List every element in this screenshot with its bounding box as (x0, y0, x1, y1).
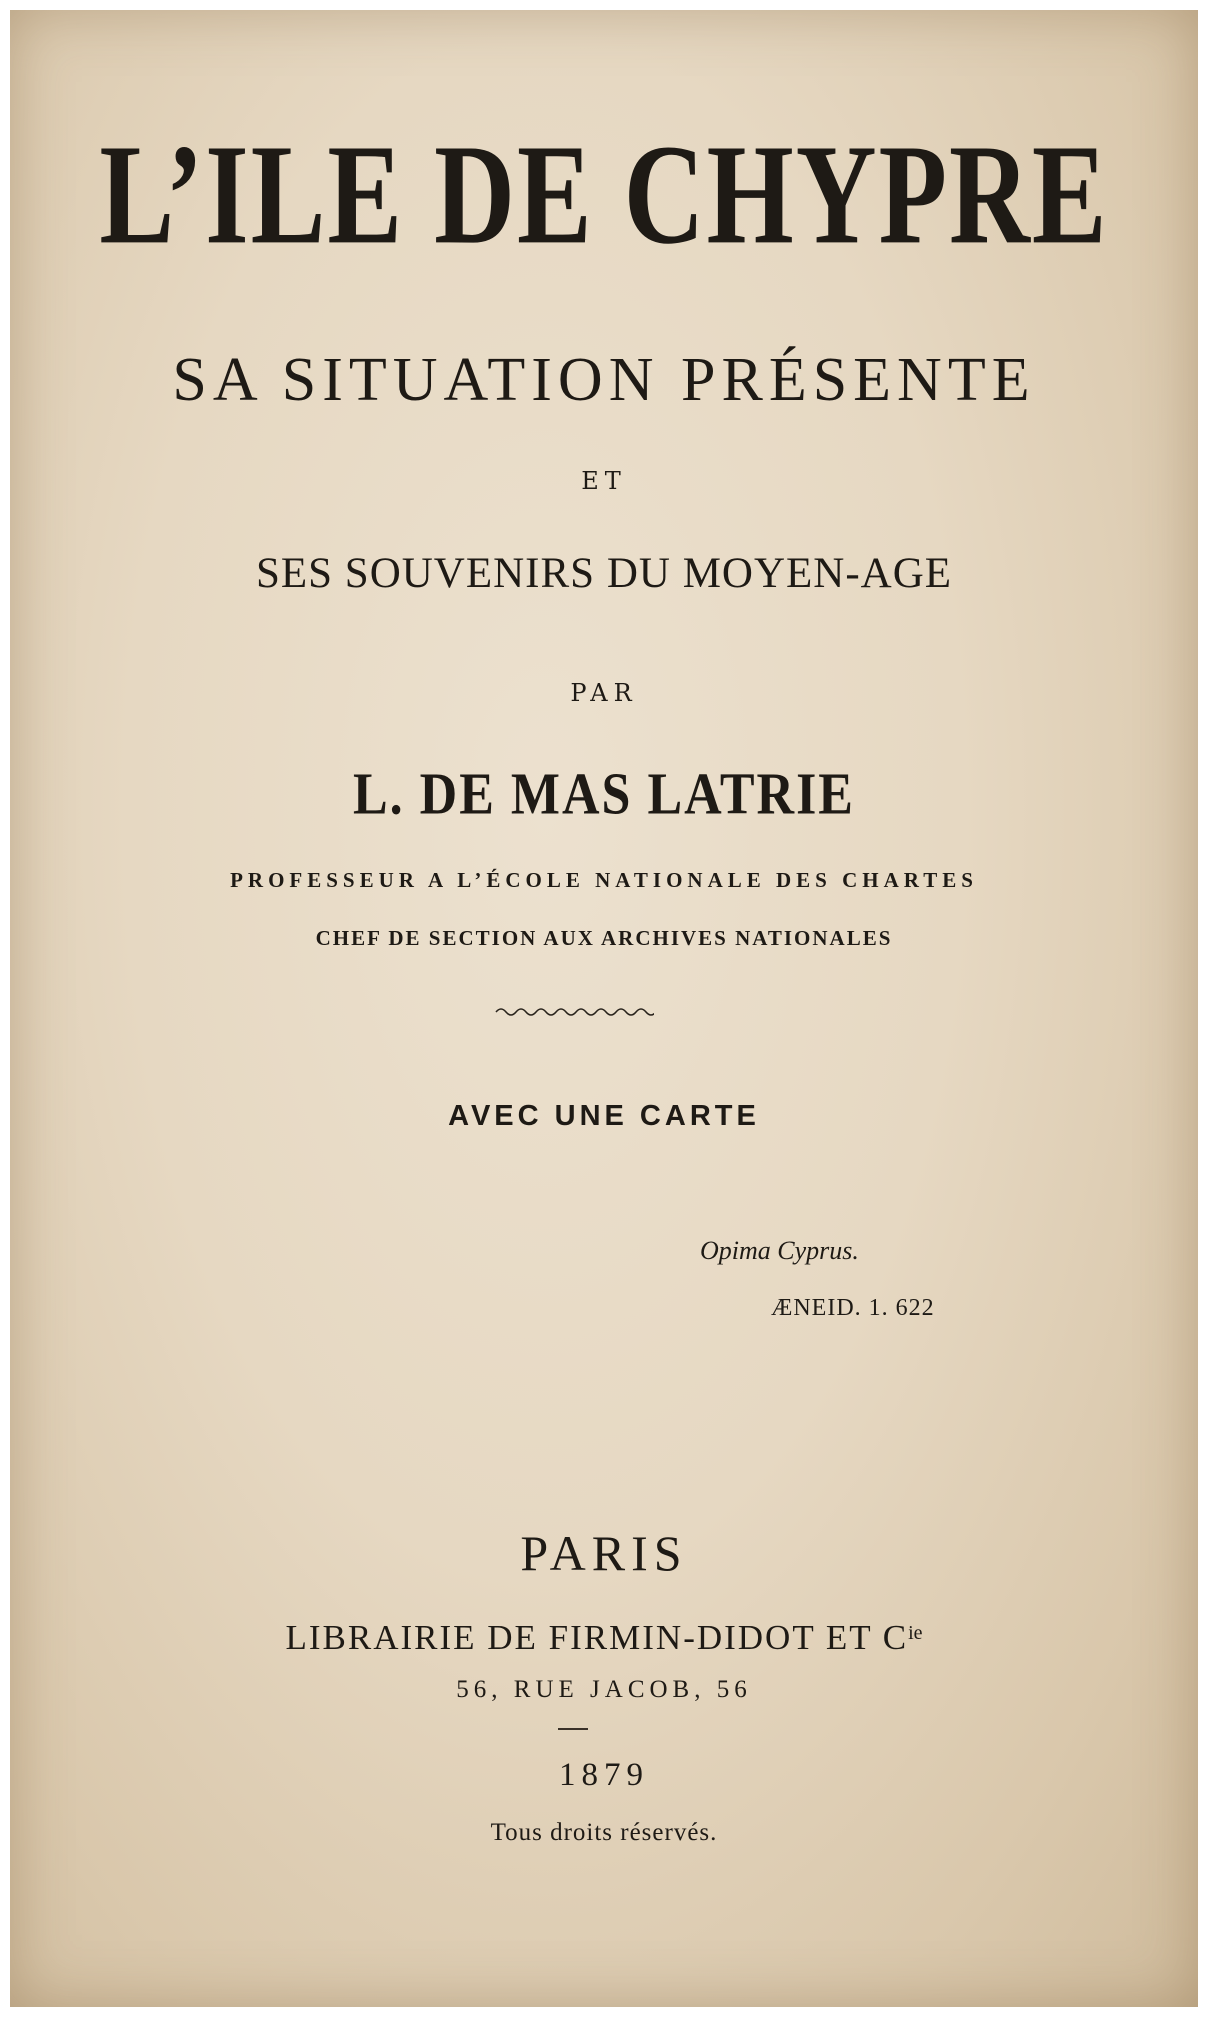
ornament-squiggle (494, 1004, 654, 1020)
title-page (10, 10, 1198, 2007)
divider-rule (558, 1728, 588, 1730)
book-subtitle-2: SES SOUVENIRS DU MOYEN-AGE (255, 550, 953, 597)
book-title: L’ILE DE CHYPRE (99, 115, 1109, 275)
author-role-1: PROFESSEUR A L’ÉCOLE NATIONALE DES CHARTES (230, 868, 978, 892)
imprint-year: 1879 (559, 1757, 649, 1793)
map-note: AVEC UNE CARTE (448, 1100, 760, 1132)
epigraph-quote: Opima Cyprus. (700, 1236, 859, 1265)
author-name: L. DE MAS LATRIE (352, 761, 855, 828)
publisher-name: LIBRAIRIE DE FIRMIN-DIDOT ET C (285, 1618, 909, 1657)
imprint-city: PARIS (520, 1525, 688, 1581)
conjunction-text: ET (581, 467, 627, 495)
epigraph-source: ÆNEID. 1. 622 (771, 1295, 935, 1321)
by-text: PAR (570, 679, 638, 707)
publisher-superscript: ie (908, 1622, 923, 1644)
rights-notice: Tous droits réservés. (490, 1819, 718, 1846)
book-subtitle: SA SITUATION PRÉSENTE (172, 346, 1036, 414)
author-role-2: CHEF DE SECTION AUX ARCHIVES NATIONALES (315, 926, 893, 950)
imprint-address: 56, RUE JACOB, 56 (456, 1676, 752, 1703)
imprint-publisher (10, 1610, 1198, 1661)
